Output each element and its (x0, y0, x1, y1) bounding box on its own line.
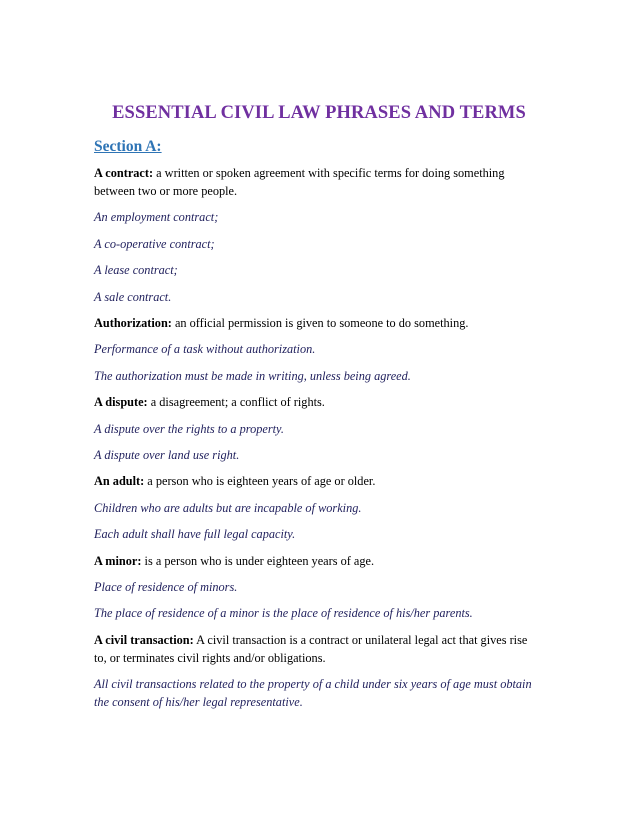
term-label: Authorization: (94, 316, 172, 330)
term-civil-transaction-definition (94, 631, 554, 650)
term-authorization-definition (94, 314, 554, 333)
example-line: A dispute over the rights to a property. (94, 422, 284, 436)
term-label: A contract: (94, 166, 154, 180)
term-civil-transaction-definition-cont: to, or terminates civil rights and/or obligations. (94, 651, 326, 665)
example-line: Performance of a task without authorization. (94, 342, 316, 356)
term-label: A dispute: (94, 395, 148, 409)
example-line: Children who are adults but are incapable of working. (94, 501, 362, 515)
document-title: ESSENTIAL CIVIL LAW PHRASES AND TERMS (112, 103, 526, 123)
example-line: The authorization must be made in writing, unless being agreed. (94, 369, 411, 383)
example-line: A co-operative contract; (94, 237, 215, 251)
example-line: All civil transactions related to the property of a child under six years of age must obtain (94, 677, 532, 691)
term-definition: an official permission is given to someone to do something. (171, 316, 469, 330)
term-definition: a disagreement; a conflict of rights. (147, 395, 325, 409)
term-adult-definition (94, 472, 554, 491)
term-contract-definition (94, 164, 554, 183)
example-line: A dispute over land use right. (94, 448, 240, 462)
term-label: A civil transaction: (94, 633, 194, 647)
example-line: Each adult shall have full legal capacity. (94, 527, 296, 541)
example-line: The place of residence of a minor is the place of residence of his/her parents. (94, 606, 473, 620)
term-definition: a person who is eighteen years of age or older. (144, 474, 376, 488)
section-heading: Section A: (94, 138, 162, 155)
term-label: A minor: (94, 554, 142, 568)
term-contract-definition-cont: between two or more people. (94, 184, 238, 198)
example-line: An employment contract; (94, 210, 219, 224)
term-label: An adult: (94, 474, 145, 488)
example-line: A lease contract; (94, 263, 178, 277)
term-definition: A civil transaction is a contract or unilateral legal act that gives rise (193, 633, 528, 647)
term-definition: is a person who is under eighteen years of age. (141, 554, 375, 568)
example-line: A sale contract. (94, 290, 172, 304)
example-line: Place of residence of minors. (94, 580, 238, 594)
example-line: the consent of his/her legal representative. (94, 695, 303, 709)
term-dispute-definition (94, 393, 554, 412)
term-minor-definition (94, 552, 554, 571)
term-definition: a written or spoken agreement with specific terms for doing something (153, 166, 505, 180)
